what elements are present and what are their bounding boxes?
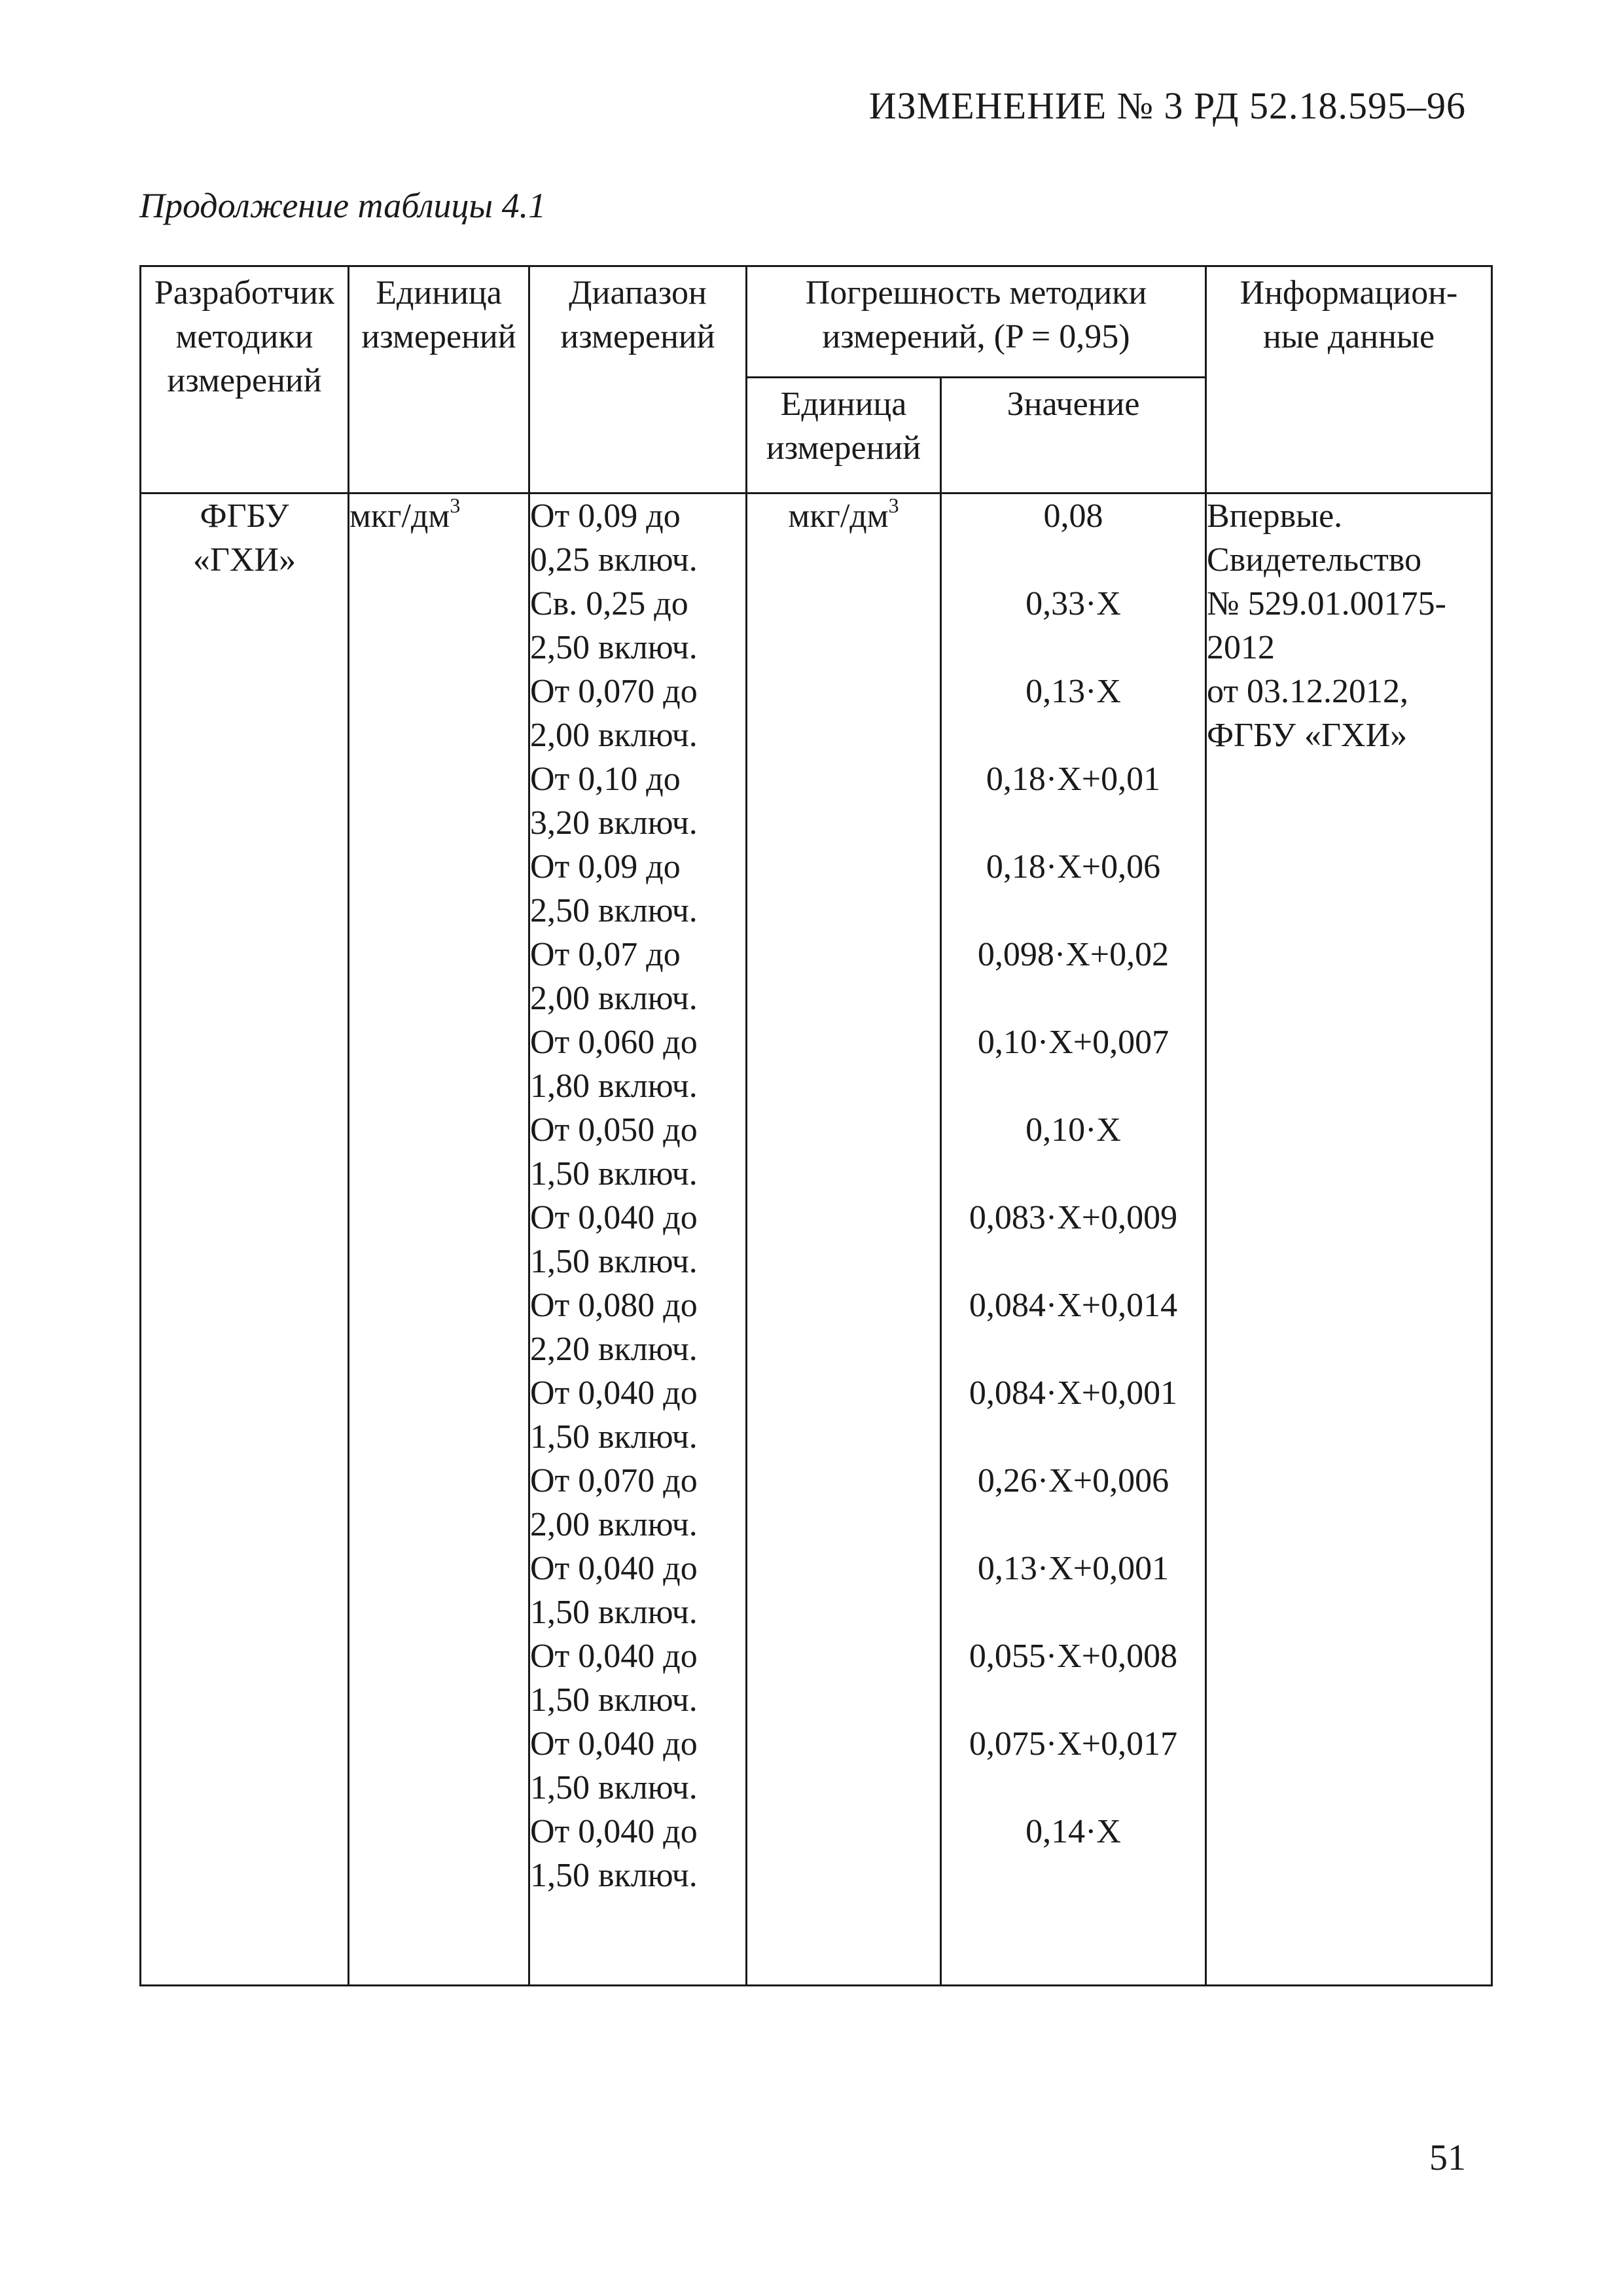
error-value: 0,075·X+0,017: [969, 1725, 1178, 1763]
cell-error-values: [941, 493, 1206, 1986]
range-line: От 0,040 до: [530, 1725, 698, 1763]
range-line: От 0,080 до: [530, 1287, 698, 1324]
range-line: 1,50 включ.: [530, 1857, 698, 1894]
header-developer: Разработчик методики измерений: [141, 266, 349, 493]
range-line: 2,00 включ.: [530, 717, 698, 754]
range-line: От 0,040 до: [530, 1550, 698, 1587]
range-line: От 0,10 до: [530, 761, 681, 798]
range-line: От 0,09 до: [530, 848, 681, 886]
error-value: 0,10·X+0,007: [977, 1024, 1169, 1061]
range-line: 2,50 включ.: [530, 892, 698, 929]
range-line: 1,50 включ.: [530, 1155, 698, 1193]
error-value: 0,13·X+0,001: [977, 1550, 1169, 1587]
range-line: От 0,040 до: [530, 1374, 698, 1412]
table-row: [141, 493, 1492, 1986]
error-value: 0,33·X: [1026, 585, 1121, 622]
error-value: 0,18·X+0,01: [986, 761, 1161, 798]
range-line: От 0,040 до: [530, 1199, 698, 1236]
error-value: 0,13·X: [1026, 673, 1121, 710]
range-line: 1,50 включ.: [530, 1681, 698, 1719]
range-line: 1,80 включ.: [530, 1067, 698, 1105]
error-value: 0,26·X+0,006: [977, 1462, 1169, 1499]
range-line: 2,00 включ.: [530, 980, 698, 1017]
error-value: 0,18·X+0,06: [986, 848, 1161, 886]
measurement-methods-table: [139, 265, 1493, 1986]
range-line: 1,50 включ.: [530, 1769, 698, 1806]
range-line: От 0,070 до: [530, 1462, 698, 1499]
range-line: 2,50 включ.: [530, 629, 698, 666]
range-line: 1,50 включ.: [530, 1243, 698, 1280]
error-value: 0,055·X+0,008: [969, 1638, 1178, 1675]
error-value: 0,084·X+0,001: [969, 1374, 1178, 1412]
header-unit: Единица измерений: [349, 266, 529, 493]
range-line: От 0,07 до: [530, 936, 681, 973]
error-value: 0,08: [1043, 497, 1103, 535]
error-value: 0,084·X+0,014: [969, 1287, 1178, 1324]
cell-ranges: [529, 493, 747, 1986]
table-caption: Продолжение таблицы 4.1: [139, 186, 546, 225]
header-error: Погрешность методики измерений, (P = 0,95): [747, 266, 1206, 378]
range-line: От 0,050 до: [530, 1111, 698, 1149]
range-line: 2,00 включ.: [530, 1506, 698, 1543]
range-line: 2,20 включ.: [530, 1331, 698, 1368]
error-value: 0,14·X: [1026, 1813, 1121, 1850]
range-line: 3,20 включ.: [530, 804, 698, 842]
cell-info: Впервые. Свидетельство № 529.01.00175- 2012 от 03.12.2012, ФГБУ «ГХИ»: [1206, 493, 1492, 1986]
header-info: Информацион- ные данные: [1206, 266, 1492, 493]
range-line: От 0,060 до: [530, 1024, 698, 1061]
header-error-value: Значение: [941, 378, 1206, 493]
header-error-unit: Единица измерений: [747, 378, 941, 493]
range-line: От 0,040 до: [530, 1813, 698, 1850]
header-range: Диапазон измерений: [529, 266, 747, 493]
range-line: Св. 0,25 до: [530, 585, 688, 622]
cell-unit: мкг/$дм^3$: [349, 493, 529, 1986]
cell-developer: ФГБУ «ГХИ»: [141, 493, 349, 1986]
cell-error-unit: мкг/$дм^3$: [747, 493, 941, 1986]
error-value: 0,098·X+0,02: [977, 936, 1169, 973]
error-value: 0,10·X: [1026, 1111, 1121, 1149]
range-line: 1,50 включ.: [530, 1418, 698, 1456]
page-number: 51: [1429, 2138, 1466, 2178]
range-line: 0,25 включ.: [530, 541, 698, 579]
range-line: От 0,070 до: [530, 673, 698, 710]
range-line: 1,50 включ.: [530, 1594, 698, 1631]
document-header: ИЗМЕНЕНИЕ № 3 РД 52.18.595–96: [868, 84, 1466, 127]
range-line: От 0,040 до: [530, 1638, 698, 1675]
error-value: 0,083·X+0,009: [969, 1199, 1178, 1236]
range-line: От 0,09 до: [530, 497, 681, 535]
